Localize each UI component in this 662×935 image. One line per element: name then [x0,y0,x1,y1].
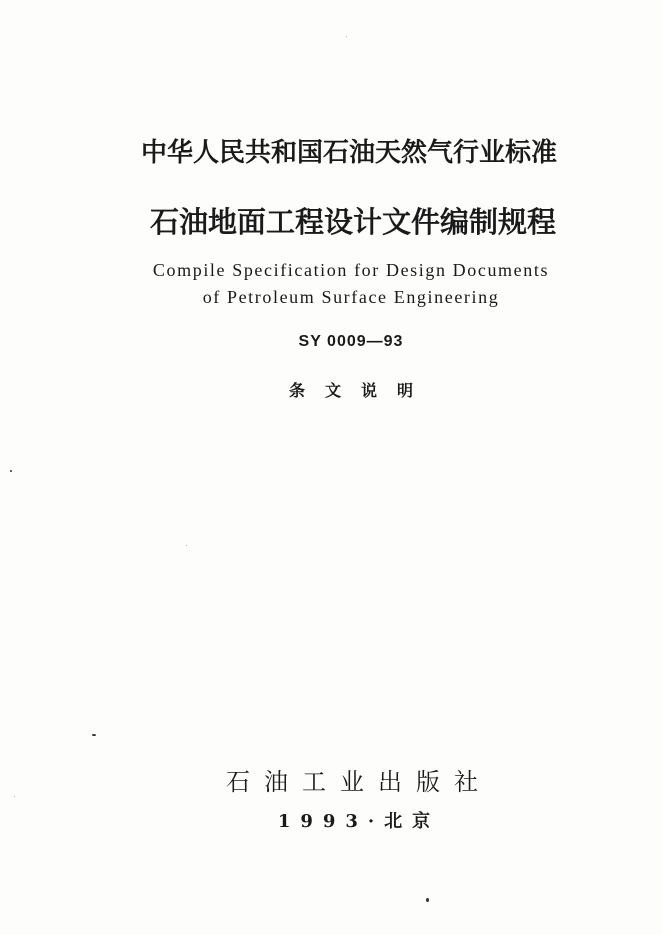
scan-speck [10,470,12,472]
document-title-english-line-2: of Petroleum Surface Engineering [202,287,500,307]
standard-series-heading: 中华人民共和国石油天然气行业标准 [140,138,557,168]
scan-speck [346,36,347,37]
document-subtitle: 条文说明 [288,381,433,400]
scan-speck [14,796,15,797]
document-title-english-line-1: Compile Specification for Design Documents [152,260,550,280]
publication-year-place: 1993·北京 [277,811,441,832]
document-title-chinese: 石油地面工程设计文件编制规程 [149,205,556,239]
standard-code: SY 0009—93 [298,333,404,350]
scan-speck [92,734,96,736]
publisher-name: 石油工业出版社 [226,768,492,796]
scan-speck [426,898,429,902]
scan-speck [186,545,187,546]
